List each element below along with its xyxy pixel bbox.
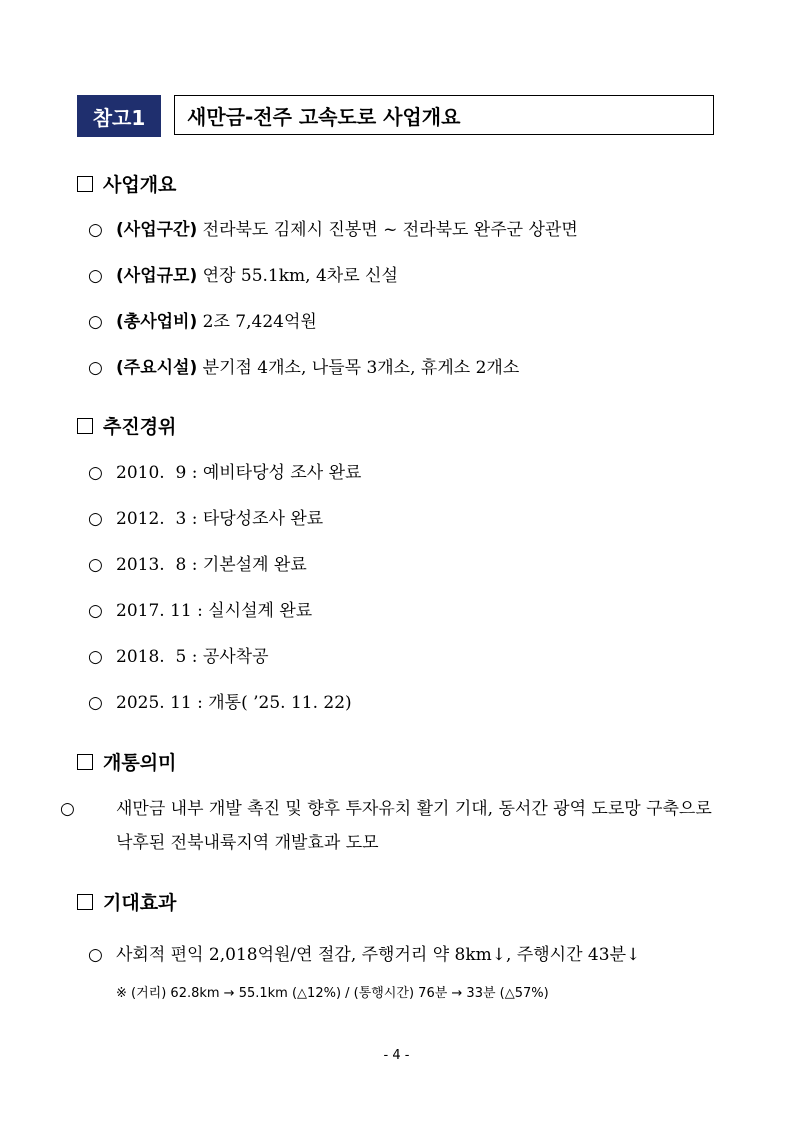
checkbox-square-icon (77, 176, 93, 192)
list-item: ○ 사회적 편익 2,018억원/연 절감, 주행거리 약 8km↓, 주행시간 43분↓ (88, 945, 641, 965)
list-item: ○ (총사업비) 2조 7,424억원 (88, 312, 317, 332)
circle-bullet-icon: ○ (88, 601, 103, 621)
list-item: ○ 2025. 11 : 개통( ’25. 11. 22) (88, 693, 352, 713)
checkbox-square-icon (77, 418, 93, 434)
circle-bullet-icon: ○ (88, 358, 103, 378)
circle-bullet-icon: ○ (88, 647, 103, 667)
list-item: ○ 2013. 8 : 기본설계 완료 (88, 555, 307, 575)
checkbox-square-icon (77, 894, 93, 910)
list-item: ○ (주요시설) 분기점 4개소, 나들목 3개소, 휴게소 2개소 (88, 358, 520, 378)
document-title-row (77, 95, 716, 137)
footnote: ※ (거리) 62.8km → 55.1km (△12%) / (통행시간) 76분 → 33분 (△57%) (116, 986, 549, 1001)
section-heading-effects: 기대효과 (77, 888, 176, 915)
checkbox-square-icon (77, 754, 93, 770)
list-item: ○ (사업구간) 전라북도 김제시 진봉면 ~ 전라북도 완주군 상관면 (88, 220, 578, 240)
list-item: ○ 2010. 9 : 예비타당성 조사 완료 (88, 463, 362, 483)
circle-bullet-icon: ○ (88, 693, 103, 713)
circle-bullet-icon: ○ (60, 799, 75, 819)
circle-bullet-icon: ○ (88, 555, 103, 575)
list-item: ○ (사업규모) 연장 55.1km, 4차로 신설 (88, 266, 398, 286)
list-item: ○ 2018. 5 : 공사착공 (88, 647, 269, 667)
section-heading-progress: 추진경위 (77, 412, 176, 439)
circle-bullet-icon: ○ (88, 220, 103, 240)
circle-bullet-icon: ○ (88, 463, 103, 483)
section-heading-overview: 사업개요 (77, 170, 176, 197)
list-item: ○ 2017. 11 : 실시설계 완료 (88, 601, 313, 621)
circle-bullet-icon: ○ (88, 945, 103, 965)
document-title: 새만금-전주 고속도로 사업개요 (174, 95, 714, 135)
circle-bullet-icon: ○ (88, 312, 103, 332)
circle-bullet-icon: ○ (88, 509, 103, 529)
list-item: ○ 새만금 내부 개발 촉진 및 향후 투자유치 활기 기대, 동서간 광역 도로망 구축으로 낙후된 전북내륙지역 개발효과 도모 (88, 792, 718, 860)
reference-tag: 참고1 (77, 95, 161, 137)
circle-bullet-icon: ○ (88, 266, 103, 286)
section-heading-significance: 개통의미 (77, 748, 176, 775)
page-number: - 4 - (383, 1048, 410, 1063)
list-item: ○ 2012. 3 : 타당성조사 완료 (88, 509, 324, 529)
